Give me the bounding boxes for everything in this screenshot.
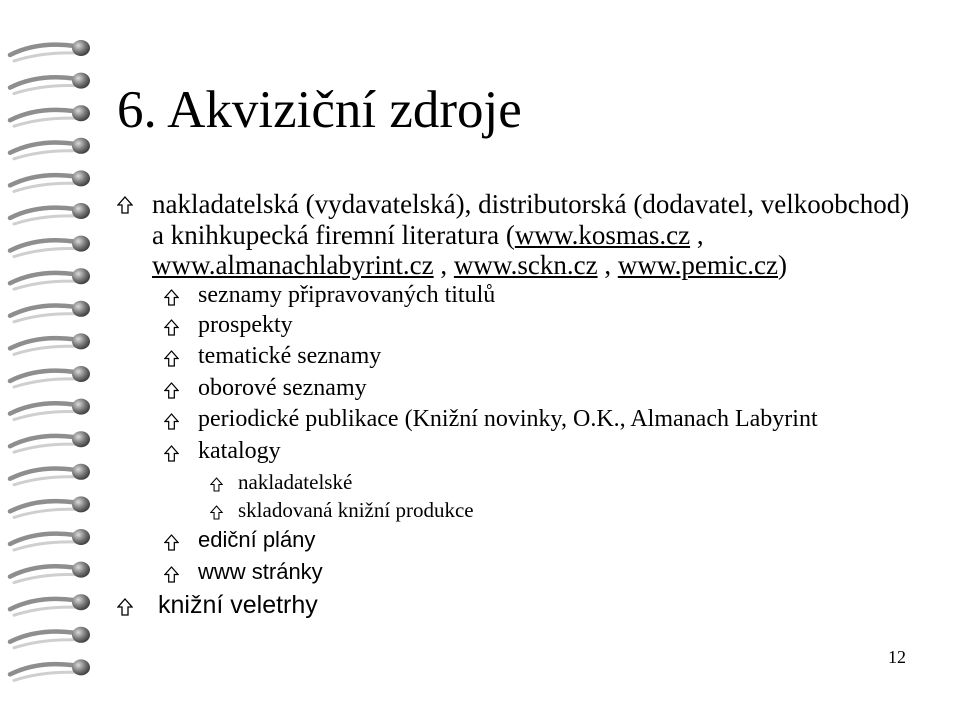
spiral-ring xyxy=(10,594,90,615)
bullet-text: knižní veletrhy xyxy=(158,591,318,619)
up-arrow-icon xyxy=(164,319,179,336)
sub-item: seznamy připravovaných titulů xyxy=(198,282,496,308)
bullet-text-continued xyxy=(152,249,787,281)
spiral-ring xyxy=(10,40,90,61)
sub-item: prospekty xyxy=(198,312,293,338)
spiral-ring xyxy=(10,529,90,550)
link-sckn[interactable]: www.sckn.cz xyxy=(453,250,598,280)
up-arrow-icon xyxy=(164,566,179,583)
spiral-ring xyxy=(10,73,90,94)
spiral-ring xyxy=(10,301,90,322)
spiral-ring xyxy=(10,203,90,224)
separator: , xyxy=(597,250,618,280)
up-arrow-icon xyxy=(210,477,223,492)
sub-item: tematické seznamy xyxy=(198,343,382,369)
text-segment: ) xyxy=(778,250,788,280)
text-segment: a knihkupecká firemní literatura ( xyxy=(152,220,515,250)
spiral-ring xyxy=(10,659,90,680)
link-kosmas[interactable]: www.kosmas.cz xyxy=(514,220,691,250)
sub-item: oborové seznamy xyxy=(198,375,367,401)
spiral-ring xyxy=(10,627,90,648)
spiral-ring xyxy=(10,236,90,257)
spiral-ring xyxy=(10,399,90,420)
up-arrow-icon xyxy=(117,196,133,214)
sub-sub-item: skladovaná knižní produkce xyxy=(238,498,474,522)
spiral-ring xyxy=(10,268,90,289)
separator: , xyxy=(433,250,454,280)
up-arrow-icon xyxy=(164,382,179,399)
spiral-ring xyxy=(10,170,90,191)
spiral-ring xyxy=(10,333,90,354)
sub-item: ediční plány xyxy=(198,527,316,552)
spiral-ring xyxy=(10,431,90,452)
slide-title: 6. Akviziční zdroje xyxy=(117,81,522,139)
up-arrow-icon xyxy=(164,350,179,367)
link-almanachlabyrint[interactable]: www.almanachlabyrint.cz xyxy=(152,250,434,280)
link-pemic[interactable]: www.pemic.cz xyxy=(617,250,779,280)
spiral-ring xyxy=(10,464,90,485)
text-segment: , xyxy=(690,220,704,250)
up-arrow-icon xyxy=(164,413,179,430)
up-arrow-icon xyxy=(164,534,179,551)
up-arrow-icon xyxy=(117,598,133,616)
spiral-ring xyxy=(10,366,90,387)
sub-item: www stránky xyxy=(198,559,323,584)
spiral-binding xyxy=(0,0,100,720)
bullet-text: nakladatelská (vydavatelská), distributorská (dodavatel, velkoobchod) xyxy=(152,189,910,219)
up-arrow-icon xyxy=(164,445,179,462)
spiral-ring xyxy=(10,138,90,159)
spiral-ring xyxy=(10,105,90,126)
sub-item: katalogy xyxy=(198,438,281,464)
spiral-ring xyxy=(10,496,90,517)
sub-item: periodické publikace (Knižní novinky, O.K., Almanach Labyrint xyxy=(198,406,818,432)
up-arrow-icon xyxy=(210,505,223,520)
spiral-ring xyxy=(10,562,90,583)
bullet-text-continued xyxy=(152,219,704,251)
page-number: 12 xyxy=(888,647,906,667)
up-arrow-icon xyxy=(164,289,179,306)
sub-sub-item: nakladatelské xyxy=(238,470,353,494)
